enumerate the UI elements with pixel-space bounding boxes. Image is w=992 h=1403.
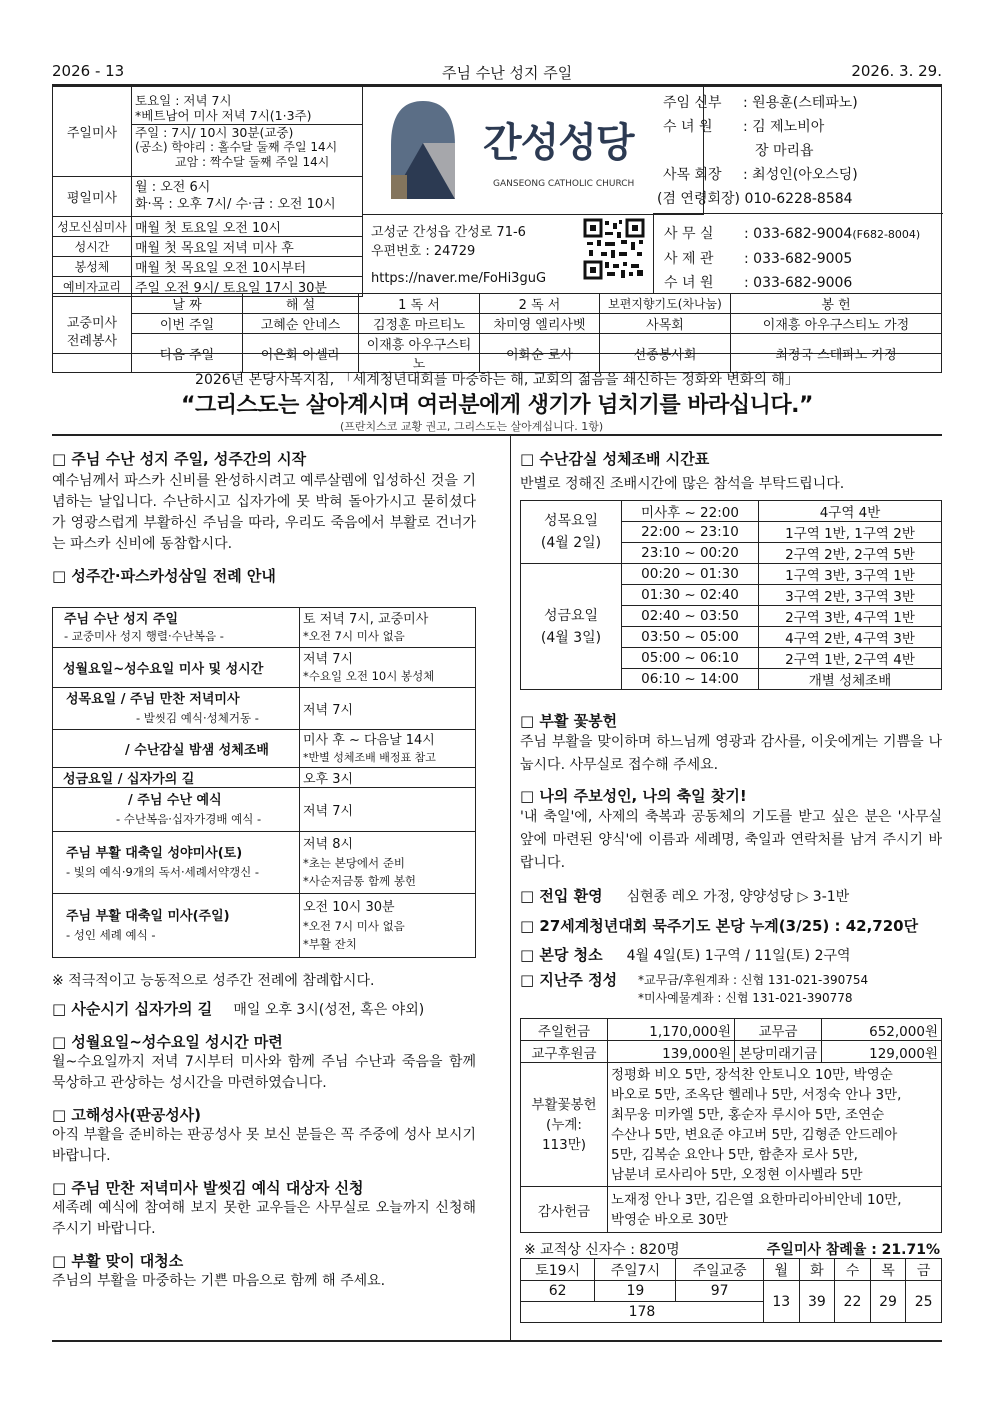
table-row: 23:10 ~ 00:20 2구역 2반, 2구역 5반 bbox=[521, 543, 942, 564]
roster-table bbox=[52, 293, 942, 373]
table-row: 성월요일~성수요일 미사 및 성시간 저녁 7시 *수요일 오전 10시 봉성체 bbox=[53, 648, 476, 688]
last-week-offering bbox=[520, 969, 942, 1007]
table-row: 06:10 ~ 14:00 개별 성체조배 bbox=[521, 669, 942, 690]
table-row: 주님 부활 대축일 미사(주일) - 성인 세례 예식 - 오전 10시 30분 *오전 7시 미사 없음 *부활 잔치 bbox=[53, 894, 476, 958]
table-row: 01:30 ~ 02:40 3구역 2반, 3구역 3반 bbox=[521, 585, 942, 606]
page-header bbox=[52, 62, 942, 86]
roster-label: 교중미사 전례봉사 bbox=[53, 294, 132, 373]
page-title: 주님 수난 성지 주일 bbox=[442, 64, 573, 82]
attendance-table bbox=[520, 1258, 942, 1323]
table-row: 주님 부활 대축일 성야미사(토) - 빛의 예식·9개의 독서·세례서약갱신 - 저녁 8시 *초는 본당에서 준비 *사순저금통 함께 봉헌 bbox=[53, 832, 476, 894]
section-title: □ 주님 수난 성지 주일, 성주간의 시작 bbox=[52, 450, 307, 468]
table-row: 05:00 ~ 06:10 2구역 1반, 2구역 4반 bbox=[521, 648, 942, 669]
divider bbox=[52, 1340, 942, 1342]
holy-hour-value: 매월 첫 목요일 저녁 미사 후 bbox=[132, 237, 363, 257]
sunday-mass-label: 주일미사 bbox=[53, 87, 132, 177]
account-info: *미사예물계좌 : 신협 131-021-390778 bbox=[638, 991, 853, 1005]
qr-code-icon bbox=[583, 218, 645, 280]
catechism-label: 예비자교리 bbox=[53, 277, 132, 297]
theme-quote: “그리스도는 살아계시며 여러분에게 생기가 넘치기를 바라십니다.” bbox=[181, 393, 813, 418]
communion-label: 봉성체 bbox=[53, 257, 132, 277]
attendance-rate: 주일미사 참례율 : 21.71% bbox=[766, 1242, 940, 1258]
table-row: 178 bbox=[521, 1302, 942, 1323]
weekday-mass-label: 평일미사 bbox=[53, 177, 132, 217]
parishioner-count: ※ 교적상 신자수 : 820명 bbox=[524, 1242, 680, 1258]
roster-header: 2 독 서 bbox=[480, 294, 600, 314]
liturgy-note: ※ 적극적이고 능동적으로 성주간 전례에 참례합시다. bbox=[52, 973, 375, 989]
weekday-mass-times: 월 : 오전 6시 화·목 : 오후 7시/ 수·금 : 오전 10시 bbox=[132, 177, 363, 217]
section-title: □ 27세계청년대회 묵주기도 본당 누계(3/25) : 42,720단 bbox=[520, 917, 919, 935]
issue-date: 2026. 3. 29. bbox=[851, 62, 942, 80]
account-info: *교무금/후원계좌 : 신협 131-021-390754 bbox=[638, 973, 869, 987]
table-row: / 수난감실 밤샘 성체조배 미사 후 ~ 다음날 14시 *반별 성체조배 배정표 참고 bbox=[53, 730, 476, 768]
zip-code: 우편번호 : 24729 bbox=[371, 244, 476, 259]
table-row: / 주님 수난 예식 - 수난복음·십자가경배 예식 - 저녁 7시 bbox=[53, 788, 476, 832]
roster-header: 봉 헌 bbox=[731, 294, 942, 314]
table-row: 성금요일 (4월 3일) 00:20 ~ 01:30 1구역 3반, 3구역 1반 bbox=[521, 564, 942, 585]
table-row: 주님 수난 성지 주일 - 교중미사 성지 행렬·수난복음 - 토 저녁 7시, 교중미사 *오전 7시 미사 없음 bbox=[53, 608, 476, 648]
issue-number: 2026 - 13 bbox=[52, 62, 125, 80]
section-body: 반별로 정해진 조배시간에 많은 참석을 부탁드립니다. bbox=[520, 476, 845, 492]
section-title: □ 본당 청소 bbox=[520, 946, 603, 964]
table-row: 성목요일 (4월 2일) 미사후 ~ 22:00 4구역 4반 bbox=[521, 501, 942, 522]
logo-name: 간성성당 bbox=[483, 120, 634, 166]
table-row: 토19시 주일7시 주일교중 월 화 수 목 금 bbox=[521, 1259, 942, 1281]
stats-line bbox=[524, 1239, 940, 1259]
section-body: 아직 부활을 준비하는 판공성사 못 보신 분들은 꼭 주중에 성사 보시기 바랍니다. bbox=[52, 1127, 476, 1164]
table-row: 이번 주일 고혜순 안네스 김정훈 마르티노 차미영 엘리사벳 사목회 이재흥 아우구스티노 가정 bbox=[53, 314, 942, 334]
table-row: 성목요일 / 주님 만찬 저녁미사 - 발씻김 예식·성체거동 - 저녁 7시 bbox=[53, 688, 476, 730]
section-title: □ 지난주 정성 bbox=[520, 971, 618, 989]
section-body: 주님 부활을 맞이하며 하느님께 영광과 감사를, 이웃에게는 기쁨을 나눕시다. 사무실로 접수해 주세요. bbox=[520, 734, 942, 773]
rosary-mass-value: 매월 첫 토요일 오전 10시 bbox=[132, 217, 363, 237]
cleaning-value: 4월 4일(토) 1구역 / 11일(토) 2구역 bbox=[626, 948, 851, 964]
holy-hour-label: 성시간 bbox=[53, 237, 132, 257]
table-row: 부활꽃봉헌 (누계: 113만) 정평화 비오 5만, 장석찬 안토니오 10만, 박영순 바오로 5만, 조옥단 헬레나 5만, 서정숙 안나 3만, 최무웅 미카엘 5만, 홍순자 루시아 5만, 조연순 수산나 5만, 변요준 야고버 5만, 김형준 안드레아 5만, 김복순 요안나 5만, 함춘자 로사 5만, 남분녀 로사리아 5만, 오정현 이사벨라 5만 bbox=[521, 1063, 942, 1187]
section-body: 예수님께서 파스카 신비를 완성하시려고 예루살렘에 입성하신 것을 기념하는 날입니다. 수난하시고 십자가에 못 박혀 돌아가시고 묻히셨다가 영광스럽게 부활하신 주님을 따라, 우리도 죽음에서 부활로 건너가는 파스카 신비에 동참합시다. bbox=[52, 473, 476, 552]
section-title: □ 성주간·파스카성삼일 전례 안내 bbox=[52, 567, 276, 585]
stations-time: 매일 오후 3시(성전, 혹은 야외) bbox=[233, 1002, 425, 1018]
rosary-mass-label: 성모신심미사 bbox=[53, 217, 132, 237]
roster-header: 보편지향기도(차나눔) bbox=[600, 294, 731, 314]
section-body: '내 축일'에, 사제의 축복과 공동체의 기도를 받고 싶은 분은 '사무실 앞에 마련된 양식'에 이름과 세례명, 축일과 연락처를 남겨 주시기 바랍니다. bbox=[520, 809, 942, 871]
section-title: □ 나의 주보성인, 나의 축일 찾기! bbox=[520, 787, 747, 805]
communion-value: 매월 첫 목요일 오전 10시부터 bbox=[132, 257, 363, 277]
roster-header: 해 설 bbox=[243, 294, 359, 314]
liturgy-table bbox=[52, 607, 476, 958]
sunday-mass-times: 토요일 : 저녁 7시 *베트남어 미사 저녁 7시(1·3주) 주일 : 7시/ 10시 30분(교중) (공소) 학야리 : 홀수달 둘째 주일 14시 교암 : 짝수달 둘째 주일 14시 bbox=[132, 87, 363, 177]
phone-list: 사 무 실 : 033-682-9004(F682-8004) 사 제 관 : 033-682-9005 수 녀 원 : 033-682-9006 bbox=[653, 214, 943, 294]
table-row: 02:40 ~ 03:50 2구역 3반, 4구역 1반 bbox=[521, 606, 942, 627]
section-title: □ 고해성사(판공성사) bbox=[52, 1106, 202, 1124]
section-title: □ 수난감실 성체조배 시간표 bbox=[520, 450, 710, 468]
section-title: □ 성월요일~성수요일 성시간 마련 bbox=[52, 1033, 283, 1051]
section-title: □ 부활 꽃봉헌 bbox=[520, 712, 618, 730]
table-row: 03:50 ~ 05:00 4구역 2반, 4구역 3반 bbox=[521, 627, 942, 648]
table-row: 62 19 97 13 39 22 29 25 bbox=[521, 1281, 942, 1302]
section-title: □ 사순시기 십자가의 길 bbox=[52, 1000, 213, 1018]
church-address bbox=[371, 223, 546, 288]
info-box bbox=[52, 86, 942, 372]
section-body: 주님의 부활을 마중하는 기쁜 마음으로 함께 해 주세요. bbox=[52, 1273, 386, 1289]
column-divider bbox=[510, 436, 511, 1340]
offering-table bbox=[520, 1018, 942, 1233]
table-row: 주일헌금 1,170,000원 교무금 652,000원 bbox=[521, 1019, 942, 1041]
logo-mark-icon bbox=[383, 95, 463, 205]
roster-header: 날 짜 bbox=[132, 294, 243, 314]
section-body: 세족례 예식에 참여해 보지 못한 교우들은 사무실로 오늘까지 신청해 주시기 바랍니다. bbox=[52, 1200, 476, 1237]
table-row: 22:00 ~ 23:10 1구역 1반, 1구역 2반 bbox=[521, 522, 942, 543]
table-row: 교구후원금 139,000원 본당미래기금 129,000원 bbox=[521, 1041, 942, 1063]
right-column-mid bbox=[520, 710, 942, 1007]
left-column bbox=[52, 448, 476, 586]
roster-header: 1 독 서 bbox=[359, 294, 480, 314]
welcome-value: 심현종 레오 가정, 양양성당 ▷ 3-1반 bbox=[626, 889, 850, 905]
section-title: □ 전입 환영 bbox=[520, 887, 603, 905]
table-row: 감사헌금 노재정 안나 3만, 김은열 요한마리아비안네 10만, 박영순 바오로 30만 bbox=[521, 1187, 942, 1233]
staff-list: 주임 신부 : 원용훈(스테파노) 수 녀 원 : 김 제노비아 장 마리욥 사목 회장 : 최성인(아오스딩) (겸 연령회장) 010-6228-8584 bbox=[653, 87, 943, 214]
logo-subtitle: GANSEONG CATHOLIC CHURCH bbox=[493, 179, 635, 189]
quote-source: (프란치스코 교황 권고, 그리스도는 살아계십니다. 1항) bbox=[340, 420, 604, 433]
divider bbox=[52, 434, 942, 436]
table-row: 성금요일 / 십자가의 길 오후 3시 bbox=[53, 768, 476, 788]
catechism-value: 주일 오전 9시/ 토요일 17시 30분 bbox=[132, 277, 363, 297]
address: 고성군 간성읍 간성로 71-6 bbox=[371, 225, 526, 240]
adoration-table bbox=[520, 500, 942, 690]
table-row: 다음 주일 이은화 아셀라 이재흥 아우구스티노 이화순 로사 선종봉사회 최정국 스테파노 가정 bbox=[53, 334, 942, 373]
section-body: 월~수요일까지 저녁 7시부터 미사와 함께 주님 수난과 죽음을 함께 묵상하고 관상하는 성시간을 마련하였습니다. bbox=[52, 1054, 476, 1091]
mass-schedule bbox=[52, 86, 363, 297]
church-url[interactable]: https://naver.me/FoHi3guG bbox=[371, 271, 547, 286]
left-column-lower bbox=[52, 970, 476, 1292]
section-title: □ 주님 만찬 저녁미사 발씻김 예식 대상자 신청 bbox=[52, 1179, 364, 1197]
pastoral-theme: 2026년 본당사목지침, 「세계청년대회를 마중하는 해, 교회의 젊음을 쇄신하는 정화와 변화의 해」 bbox=[195, 372, 799, 388]
right-column bbox=[520, 448, 942, 493]
section-title: □ 부활 맞이 대청소 bbox=[52, 1252, 184, 1270]
